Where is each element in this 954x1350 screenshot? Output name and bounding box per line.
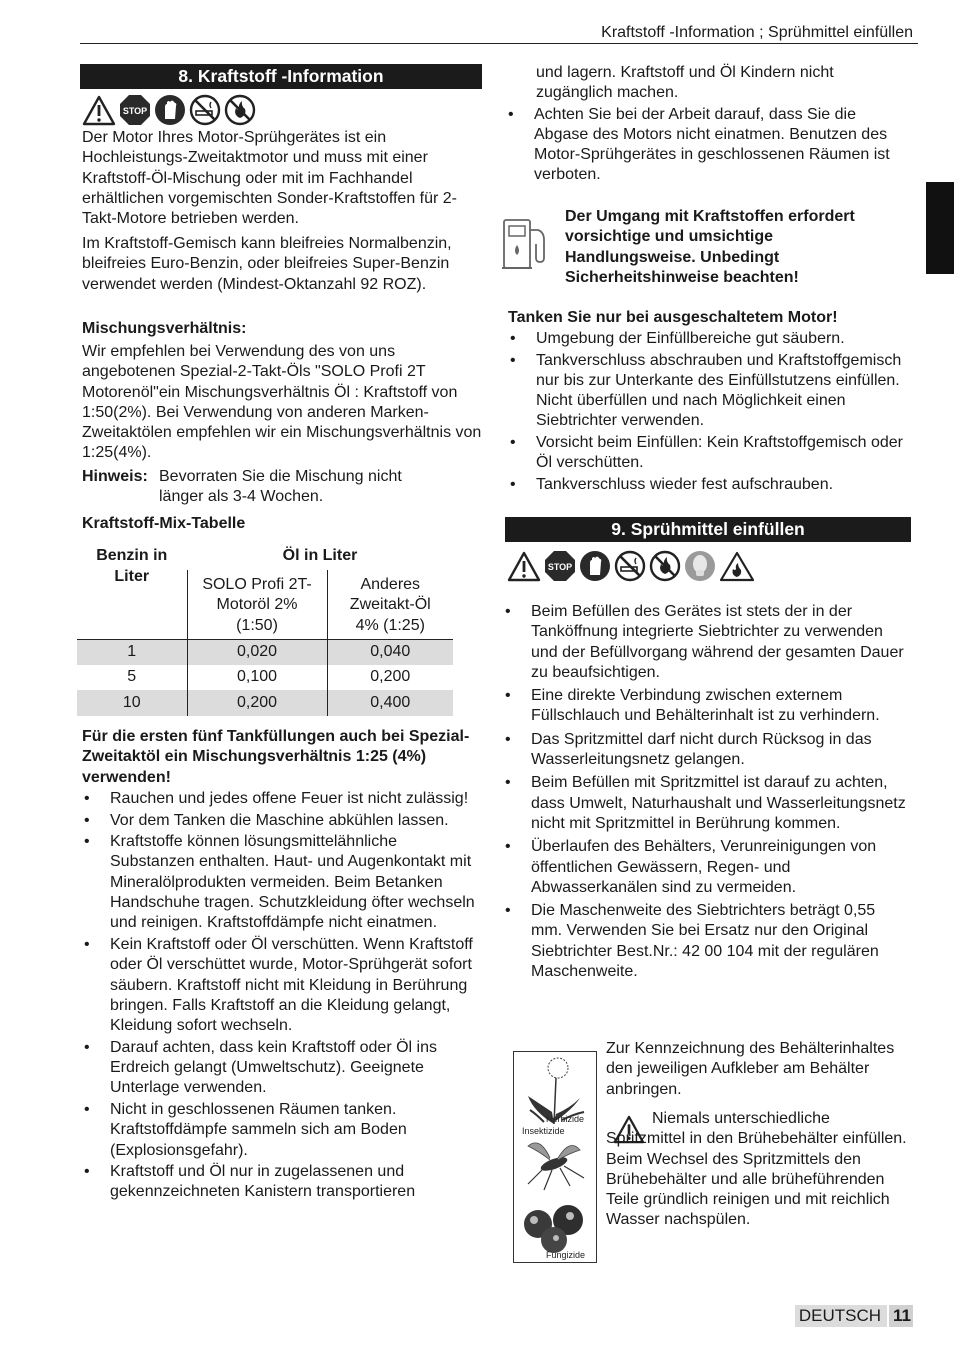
mix-ratio-text: Wir empfehlen bei Verwendung des von uns angebotenen Spezial-2-Takt-Öls "SOLO Profi 2T Motorenöl"ein Mischungsverhältnis Öl : Kraftstoff von 1:50(2%). Bei Verwendung von anderen Marken-Zweitaktölen empfehlen wir ein Mischungsverhältnis von 1:25(4%).	[82, 343, 482, 462]
fungus-icon	[514, 1196, 596, 1262]
list-item: • Achten Sie bei der Arbeit darauf, dass Sie die Abgase des Motors nicht einatmen. Benutzen des Motor-Sprühgerätes in geschlossenen Räumen ist verboten.	[506, 105, 902, 186]
section-8-heading: 8. Kraftstoff -Information	[80, 64, 482, 89]
running-header: Kraftstoff -Information ; Sprühmittel einfüllen	[601, 24, 913, 41]
list-item: • Überlaufen des Behälters, Verunreinigungen von öffentlichen Gewässern, Regen- und Abwasserkanälen sind zu vermeiden.	[503, 837, 909, 898]
tank-heading: Tanken Sie nur bei ausgeschaltetem Motor!	[508, 309, 838, 326]
col-header-benzin: Benzin in Liter	[96, 547, 168, 585]
cell-other: 0,200	[370, 668, 411, 686]
cell-benzin: 5	[77, 665, 187, 690]
no-smoking-icon	[189, 94, 221, 126]
page-number: 11	[889, 1305, 913, 1327]
note-text: Bevorraten Sie die Mischung nicht länger als 3-4 Wochen.	[159, 468, 402, 506]
fuel-handling-notice	[506, 206, 912, 286]
cell-solo: 0,100	[187, 665, 327, 690]
list-item: • Rauchen und jedes offene Feuer ist nicht zulässig!	[82, 789, 482, 809]
list-item: • Nicht in geschlossenen Räumen tanken. Kraftstoffdämpfe sammeln sich am Boden (Explosionsgefahr).	[82, 1100, 482, 1161]
section-8-safety-icons	[82, 94, 482, 126]
flammable-warning-icon	[719, 551, 755, 582]
list-item: • Darauf achten, dass kein Kraftstoff oder Öl ins Erdreich gelangt (Umweltschutz). Geeignete Unterlage verwenden.	[82, 1038, 482, 1099]
stop-icon	[544, 550, 576, 582]
fuel-pump-icon	[500, 214, 552, 272]
sticker-label-herbizide: Herbizide	[546, 1114, 585, 1124]
list-item: • Kraftstoffe können lösungsmittelähnliche Substanzen enthalten. Haut- und Augenkontakt mit Mineralölprodukten vermeiden. Beim Betanken Handschuhe tragen. Schutzkleidung öfter wechseln und reinigen. Kraftstoffdämpfe nicht einatmen.	[82, 832, 482, 933]
continued-bullet-text: und lagern. Kraftstoff und Öl Kindern nicht zugänglich machen.	[536, 64, 834, 102]
list-item: • Tankverschluss wieder fest aufschrauben.	[508, 475, 912, 495]
no-open-flame-icon	[224, 94, 256, 126]
fuel-mix-table	[77, 545, 453, 716]
col-subheader-other: Anderes Zweitakt-Öl 4% (1:25)	[349, 576, 431, 634]
cell-other: 0,400	[327, 690, 453, 716]
header-rule	[80, 43, 918, 44]
section-9-heading: 9. Sprühmittel einfüllen	[505, 517, 911, 542]
warning-icon	[507, 551, 541, 582]
list-item: • Beim Befüllen des Gerätes ist stets der in der Tanköffnung integrierte Siebtrichter zu verwenden und der Befüllvorgang während der gesamten Dauer zu beaufsichtigen.	[503, 602, 909, 683]
cell-solo: 0,200	[187, 690, 327, 716]
mix-ratio-heading: Mischungsverhältnis:	[82, 320, 247, 337]
fuel-safety-list	[82, 789, 482, 1204]
mix-table-title: Kraftstoff-Mix-Tabelle	[82, 515, 246, 532]
sticker-label-fungizide: Fungizide	[546, 1250, 586, 1260]
page-footer	[795, 1305, 913, 1327]
gloves-icon	[154, 94, 186, 126]
footer-language: DEUTSCH	[795, 1305, 887, 1327]
note-label: Hinweis:	[82, 468, 148, 485]
list-item: • Eine direkte Verbindung zwischen externem Füllschlauch und Behälterinhalt ist zu verhindern.	[503, 686, 909, 727]
list-item: • Vorsicht beim Einfüllen: Kein Kraftstoffgemisch oder Öl verschütten.	[508, 433, 912, 474]
list-item: • Vor dem Tanken die Maschine abkühlen lassen.	[82, 811, 482, 831]
right-column	[506, 63, 912, 1260]
cell-benzin: 1	[77, 639, 187, 665]
chapter-tab-marker	[926, 182, 954, 274]
cell-benzin: 10	[77, 690, 187, 716]
list-item: • Beim Befüllen mit Spritzmittel ist darauf zu achten, dass Umwelt, Naturhaushalt und Wasserleitungsnetz nicht mit Spritzmittel in Berührung kommen.	[503, 773, 909, 834]
mix-table-wrapper	[80, 545, 453, 716]
list-item: • Das Spritzmittel darf nicht durch Rücksog in das Wasserleitungsnetz gelangen.	[503, 730, 909, 771]
table-row	[77, 639, 453, 665]
pesticide-stickers-image	[513, 1051, 597, 1263]
sticker-label-insektizide: Insektizide	[522, 1126, 565, 1136]
cell-solo: 0,020	[187, 639, 327, 665]
cell-other: 0,040	[327, 639, 453, 665]
svg-text:STOP: STOP	[547, 562, 573, 572]
section-8-intro-paragraph-1: Der Motor Ihres Motor-Sprühgerätes ist ein Hochleistungs-Zweitaktmotor und muss mit einer Kraftstoff-Öl-Mischung oder mit im Fachhandel erhältlichen vorgemischten Sonder-Kraftstoffen für 2-Takt-Motore betrieben werden.	[82, 129, 458, 228]
stop-icon	[119, 94, 151, 126]
tank-procedure-list	[508, 329, 912, 497]
warning-icon	[82, 95, 116, 126]
list-item: • Umgebung der Einfüllbereiche gut säubern.	[508, 329, 912, 349]
list-item: • Kraftstoff und Öl nur in zugelassenen und gekennzeichneten Kanistern transportieren	[82, 1162, 482, 1203]
insect-icon	[514, 1124, 596, 1196]
svg-text:STOP: STOP	[122, 106, 148, 116]
left-column	[80, 64, 482, 1201]
col-subheader-solo: SOLO Profi 2T-Motoröl 2% (1:50)	[187, 570, 327, 639]
no-smoking-icon	[614, 550, 646, 582]
list-item: • Tankverschluss abschrauben und Kraftstoffgemisch nur bis zur Unterkante des Einfüllstutzens einfüllen. Nicht überfüllen und nach Möglichkeit einen Siebtrichter verwenden.	[508, 351, 912, 432]
fuel-handling-notice-text: Der Umgang mit Kraftstoffen erfordert vorsichtige und umsichtige Handlungsweise. Unbedingt Sicherheitshinweise beachten!	[565, 208, 855, 286]
sticker-instruction-text: Zur Kennzeichnung des Behälterinhaltes den jeweiligen Aufkleber am Behälter anbringen.	[606, 1040, 895, 1098]
spray-filling-list	[503, 602, 909, 985]
col-header-oel: Öl in Liter	[282, 547, 358, 564]
dandelion-icon	[514, 1052, 596, 1132]
table-row	[77, 665, 453, 690]
mixing-warning-text: Niemals unterschiedliche Spritzmittel in den Brühebehälter einfüllen. Beim Wechsel des Spritzmittels den Brühebehälter und alle brüheführenden Teile gründlich reinigen und mit reichlich Wasser nachspülen.	[606, 1110, 907, 1229]
respirator-icon	[684, 550, 716, 582]
gloves-icon	[579, 550, 611, 582]
first-fills-warning: Für die ersten fünf Tankfüllungen auch bei Spezial-Zweitaktöl ein Mischungsverhältnis 1:25 (4%) verwenden!	[82, 728, 470, 786]
section-9-safety-icons	[507, 549, 755, 583]
list-item: • Die Maschenweite des Siebtrichters beträgt 0,55 mm. Verwenden Sie bei Ersatz nur den Original Siebtrichter Best.Nr.: 42 00 104 mit der regulären Maschenweite.	[503, 901, 909, 982]
no-open-flame-icon	[649, 550, 681, 582]
list-item: • Kein Kraftstoff oder Öl verschütten. Wenn Kraftstoff oder Öl verschüttet wurde, Motor-Sprühgerät sofort säubern. Kraftstoff nicht mit Kleidung in Berührung bringen. Falls Kraftstoff an die Kleidung gelangt, Kleidung sofort wechseln.	[82, 935, 482, 1036]
exhaust-safety-list	[506, 105, 902, 186]
storage-note	[82, 467, 482, 506]
section-8-intro-paragraph-2: Im Kraftstoff-Gemisch kann bleifreies Normalbenzin, bleifreies Euro-Benzin, oder bleifreies Super-Benzin verwendet werden (Mindest-Oktanzahl 92 ROZ).	[82, 235, 452, 293]
table-row	[77, 690, 453, 716]
